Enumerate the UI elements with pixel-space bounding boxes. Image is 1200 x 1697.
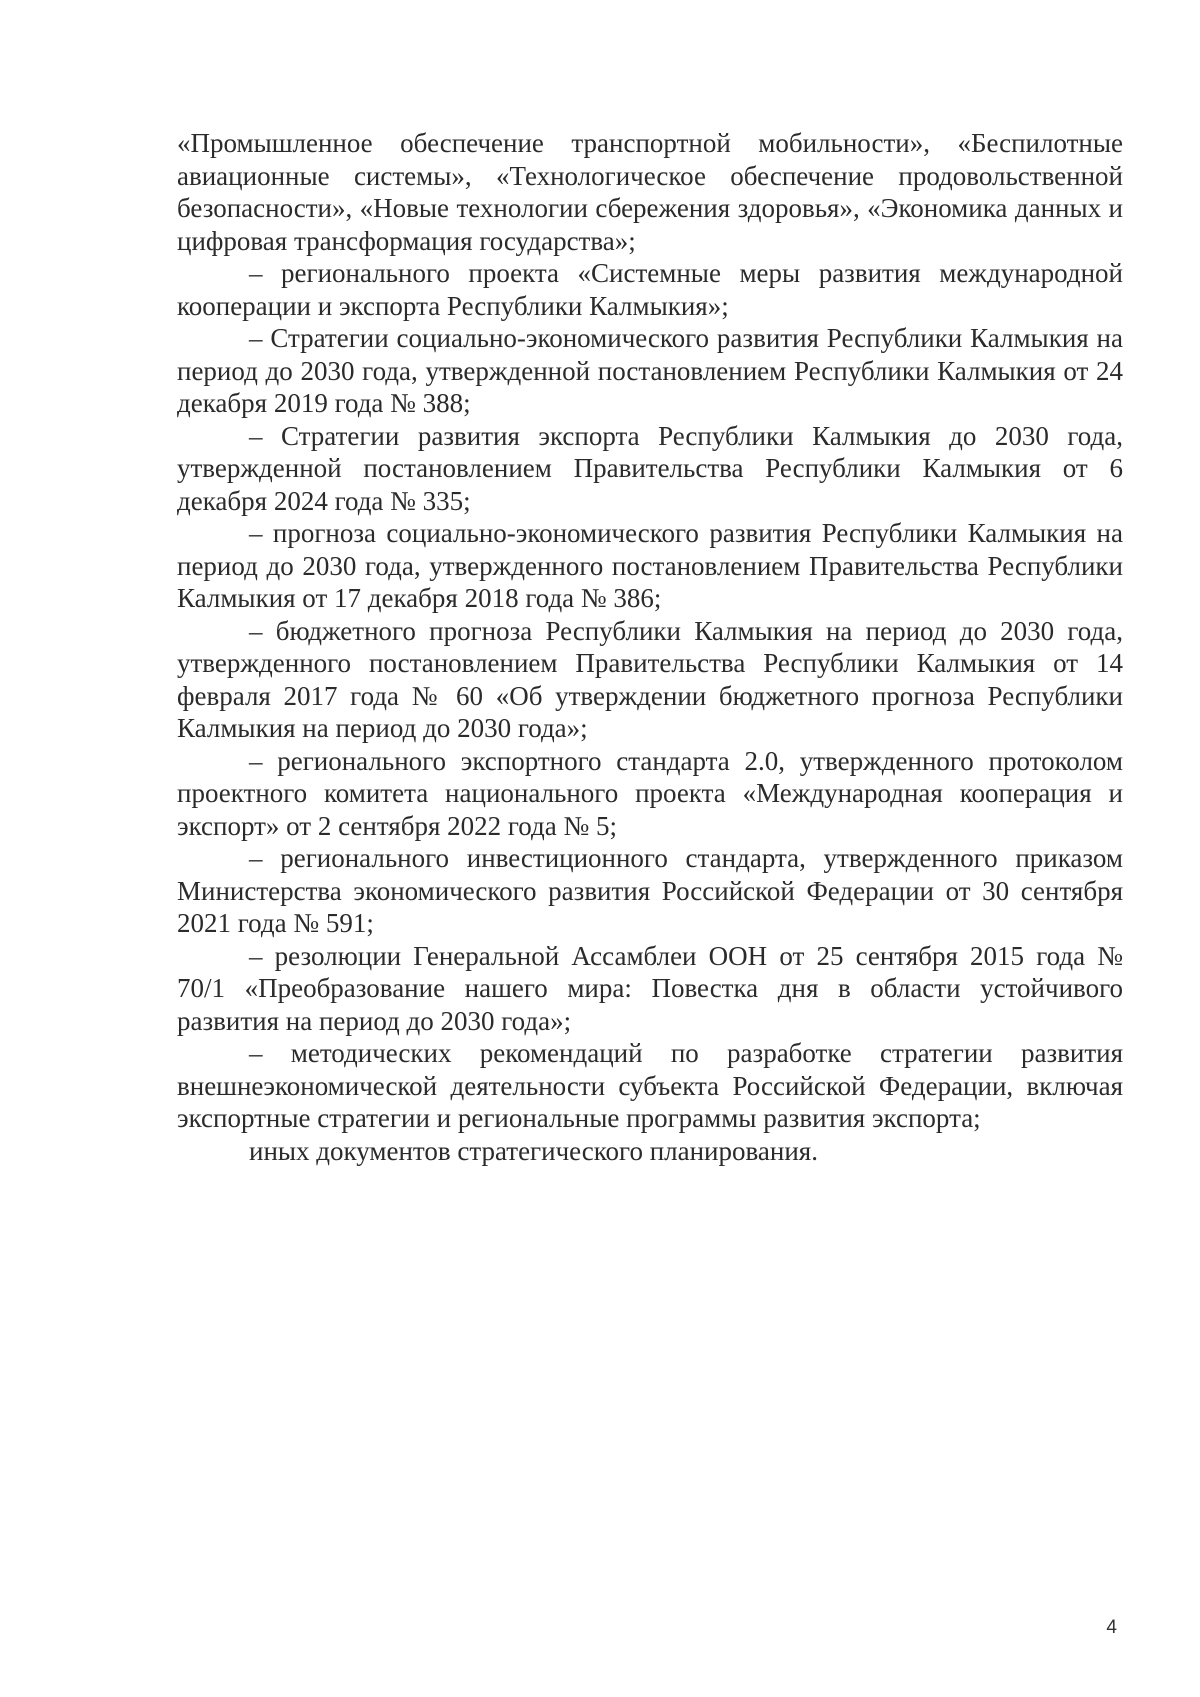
list-item-investment-standard: – регионального инвестиционного стандарта, утвержденного приказом Министерства экономического развития Российской Федерации от 30 сентября 2021 года № 591;	[177, 843, 1123, 938]
list-item-budget-forecast: – бюджетного прогноза Республики Калмыкия на период до 2030 года, утвержденного постановлением Правительства Республики Калмыкия от 14 февраля 2017 года № 60 «Об утверждении бюджетного прогноза Республики Калмыкия на период до 2030 года»;	[177, 615, 1123, 743]
list-item-other-documents: иных документов стратегического планирования.	[249, 1135, 818, 1166]
list-item-un-resolution: – резолюции Генеральной Ассамблеи ООН от 25 сентября 2015 года № 70/1 «Преобразование нашего мира: Повестка дня в области устойчивого развития на период до 2030 года»;	[177, 940, 1123, 1036]
list-item-methodical-recommendations: – методических рекомендаций по разработке стратегии развития внешнеэкономической деятельности субъекта Российской Федерации, включая экспортные стратегии и региональные программы развития экспорта;	[177, 1038, 1123, 1133]
document-body	[177, 127, 1123, 1167]
paragraph-continuation: «Промышленное обеспечение транспортной мобильности», «Беспилотные авиационные системы», «Технологическое обеспечение продовольственной безопасности», «Новые технологии сбережения здоровья», «Экономика данных и цифровая трансформация государства»;	[177, 128, 1123, 256]
list-item-forecast: – прогноза социально-экономического развития Республики Калмыкия на период до 2030 года, утвержденного постановлением Правительства Республики Калмыкия от 17 декабря 2018 года № 386;	[177, 518, 1123, 613]
list-item-export-standard: – регионального экспортного стандарта 2.0, утвержденного протоколом проектного комитета национального проекта «Международная кооперация и экспорт» от 2 сентября 2022 года № 5;	[177, 745, 1123, 841]
list-item-export-strategy: – Стратегии развития экспорта Республики Калмыкия до 2030 года, утвержденной постановлением Правительства Республики Калмыкия от 6 декабря 2024 года № 335;	[177, 420, 1123, 516]
list-item-regional-project: – регионального проекта «Системные меры развития международной кооперации и экспорта Республики Калмыкия»;	[177, 258, 1123, 321]
list-item-socio-economic-strategy: – Стратегии социально-экономического развития Республики Калмыкия на период до 2030 года, утвержденной постановлением Республики Калмыкия от 24 декабря 2019 года № 388;	[177, 323, 1123, 418]
page-number: 4	[1106, 1617, 1117, 1638]
